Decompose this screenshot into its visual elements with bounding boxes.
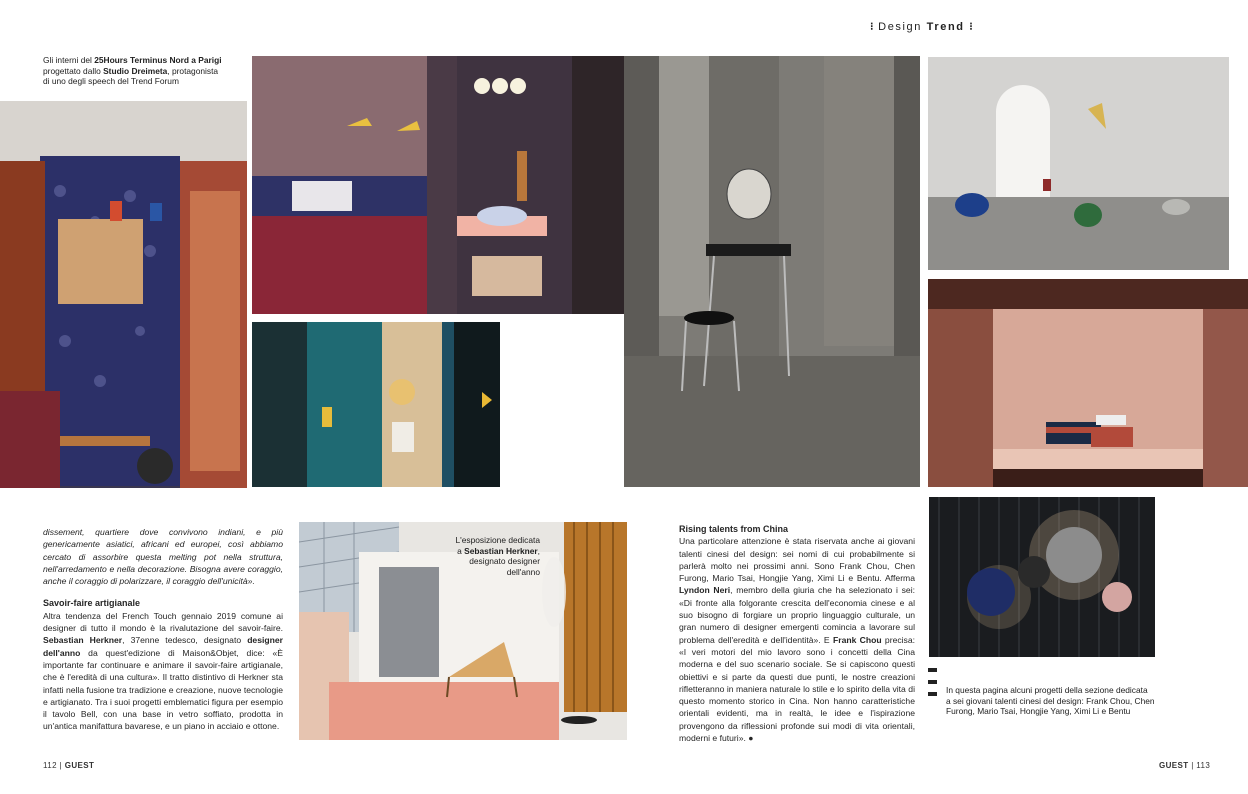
photo-hotel-bathroom [252, 322, 500, 487]
bullet-mark [928, 680, 937, 684]
section-tag-light: Design [878, 21, 922, 33]
photo-arch-stools [928, 57, 1229, 270]
caption-herkner: L'esposizione dedicata a Sebastian Herkner, designato designer dell'anno [455, 535, 540, 577]
right-paragraph-china: Una particolare attenzione è stata riservata anche ai giovani talenti cinesi del design: sei nomi di cui probabilmente si parlerà molto nei prossimi anni. Sono Frank Chou, Chen Furong, Mario Tsai, Hongjie Yang, Ximi Li e Bentu. Afferma Lyndon Neri, membro della giuria che ha selezionato i sei: «Di fronte alla folgorante crescita dell'economia cinese e al suo bisogno di forgiare un proprio linguaggio culturale, un gran numero di designer emergenti comincia a lavorare sul problema dell'eredità e dell'identità». E Frank Chou precisa: «I veri motori del mio lavoro sono i concetti della Cina moderna e del suo scenario sociale. Se si capiscono questi obiettivi e si parte da questi due punti, le nostre creazioni rifletteranno in maniera naturale lo stile e lo spirito della vita di questo momento storico in Cina. Non hanno caratteristiche orientali evidenti, ma in realtà, le idee e l'ispirazione provengono da riflessioni profonde sui modi di vita orientali, moderni e futuri». ● [679, 536, 916, 744]
heading-rising-talents: Rising talents from China [679, 524, 789, 534]
brand-left: GUEST [64, 761, 95, 770]
left-article-column [43, 526, 283, 733]
photo-hotel-bedroom [252, 56, 624, 314]
folio-right: GUEST | 113 [1159, 761, 1211, 770]
section-tag [870, 20, 973, 33]
bullet-mark [928, 668, 937, 672]
tag-bracket-right-icon: ⁝ [969, 21, 973, 33]
photo-concrete-vanity [624, 56, 920, 487]
caption-bullets [928, 668, 938, 704]
bullet-mark [928, 692, 937, 696]
folio-left: 112 | GUEST [43, 761, 95, 770]
heading-savoir-faire: Savoir-faire artigianale [43, 598, 141, 609]
page-number-right: 113 [1196, 761, 1211, 770]
left-paragraph-herkner: Altra tendenza del French Touch gennaio 2019 comune ai designer di tutto il mondo è la rivalutazione del savoir-faire. Sebastian Herkner, 37enne tedesco, designato designer dell'anno da quest'edizione di Maison&Objet, dice: «È importante far continuare e animare il savoir-faire artigianale, che è l'eredità di una cultura». Il tratto distintivo di Herkner sta infatti nella fusione tra tradizione e creazione, nuove tecnologie e artigianato. Tra i suoi progetti emblematici figura per esempio il tavolo Bell, con una base in vetro soffiato, prodotta in un'antica manifattura bavarese, e un piano in acciaio e ottone. [43, 610, 284, 732]
tag-bracket-left-icon: ⁝ [870, 21, 874, 33]
left-intro-paragraph: dissement, quartiere dove convivono indiani, e più genericamente asiatici, africani ed europei, così abbiamo cercato di assorbire questa melting pot nella struttura, nell'arredamento e nella decorazione. Bisogna avere coraggio, anche il coraggio di polarizzare, il coraggio dell'unicità». [43, 527, 283, 587]
page-number-left: 112 [43, 761, 57, 770]
right-article-column [679, 523, 915, 744]
photo-circular-lamps [929, 497, 1155, 657]
brand-right: GUEST [1159, 761, 1189, 770]
section-tag-bold: Trend [926, 21, 965, 33]
caption-hotel-interiors: Gli interni del 25Hours Terminus Nord a Parigi progettato dallo Studio Dreimeta, protagonista di uno degli speech del Trend Forum [43, 55, 222, 87]
photo-peach-room-sofa [928, 279, 1248, 487]
photo-hotel-room-blue-wallpaper [0, 101, 247, 488]
caption-chinese-talents: In questa pagina alcuni progetti della sezione dedicata a sei giovani talenti cinesi del design: Frank Chou, Chen Furong, Mario Tsai, Hongjie Yang, Ximi Li e Bentu [946, 685, 1155, 717]
